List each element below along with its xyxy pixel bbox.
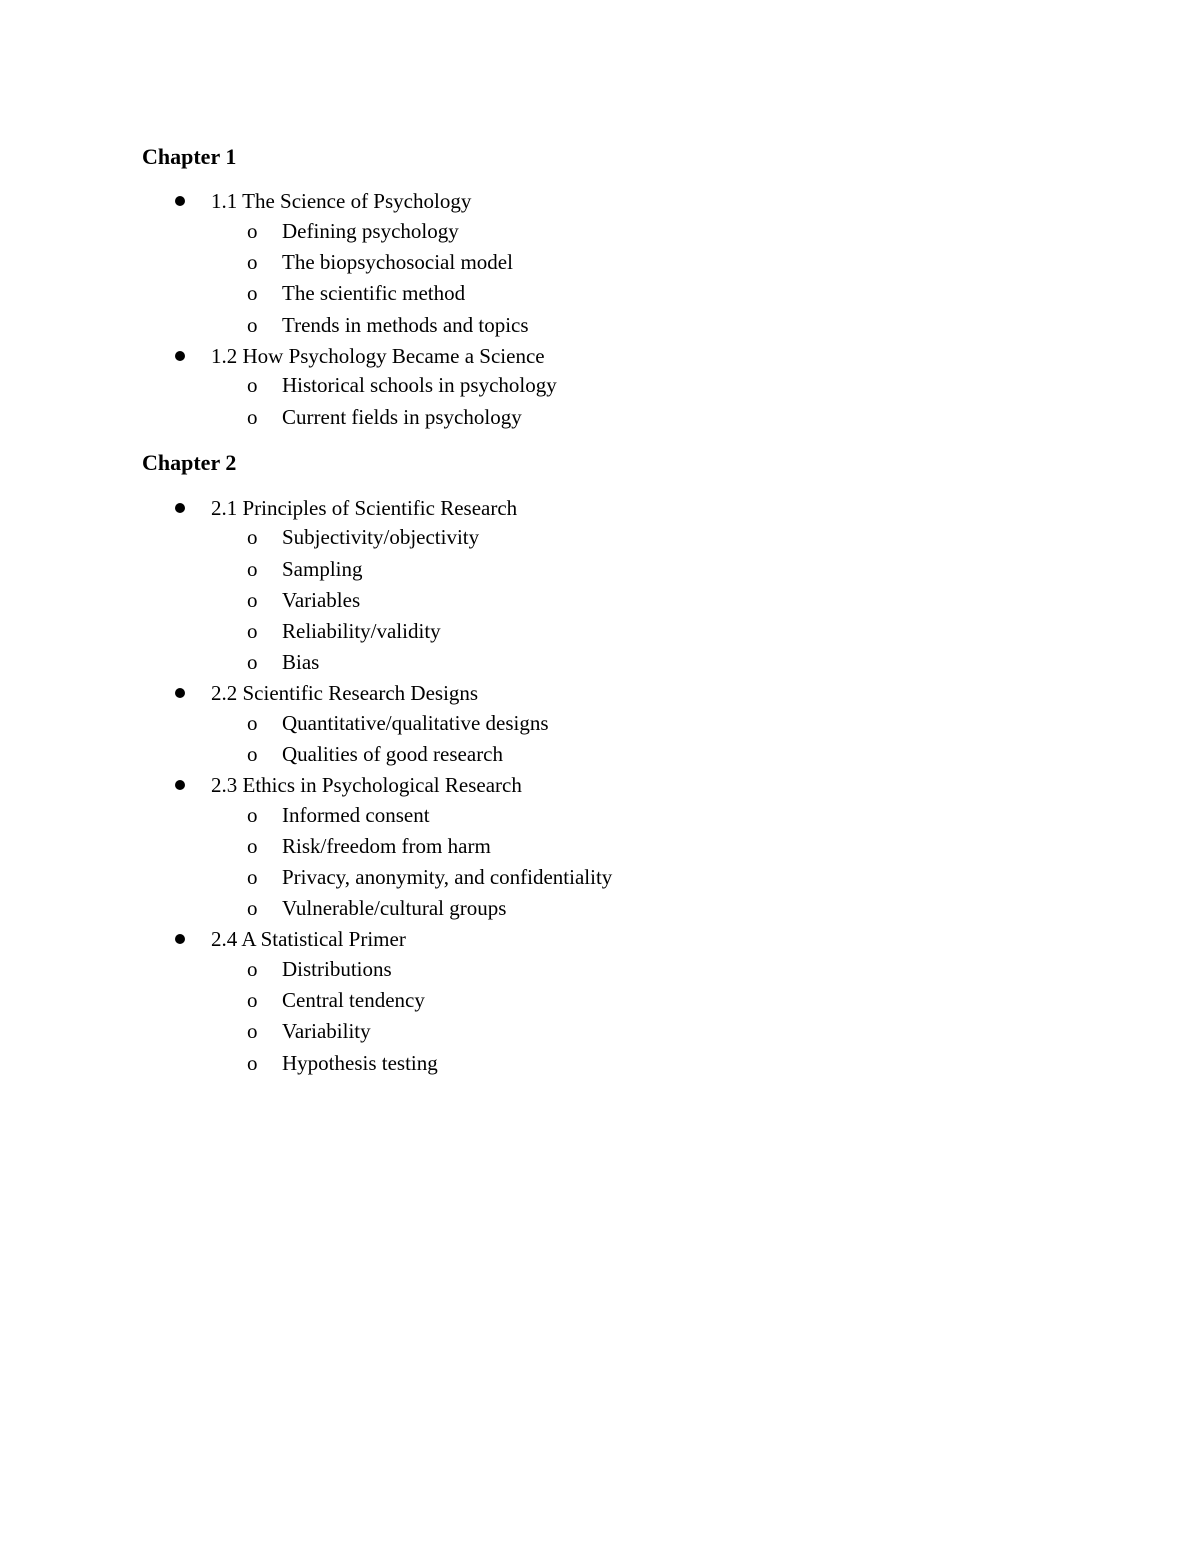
topic-bullet: o [247, 557, 258, 581]
topic-item: Central tendency [282, 988, 425, 1012]
section-label: 2.1 Principles of Scientific Research [211, 496, 518, 520]
topic-bullet: o [247, 742, 258, 766]
topic-bullet: o [247, 1051, 258, 1075]
topic-item: Privacy, anonymity, and confidentiality [282, 865, 613, 889]
topic-item: Quantitative/qualitative designs [282, 711, 549, 735]
topic-bullet: o [247, 865, 258, 889]
section-label: 1.2 How Psychology Became a Science [211, 344, 545, 368]
topic-bullet: o [247, 588, 258, 612]
topic-bullet: o [247, 711, 258, 735]
topic-item: Variability [282, 1019, 371, 1043]
section-bullet [175, 934, 185, 944]
topic-item: Qualities of good research [282, 742, 504, 766]
topic-item: Historical schools in psychology [282, 373, 557, 397]
topic-item: The biopsychosocial model [282, 250, 513, 274]
topic-bullet: o [247, 313, 258, 337]
topic-item: Trends in methods and topics [282, 313, 529, 337]
topic-bullet: o [247, 405, 258, 429]
topic-bullet: o [247, 619, 258, 643]
section-label: 2.3 Ethics in Psychological Research [211, 773, 522, 797]
topic-bullet: o [247, 281, 258, 305]
chapter-heading: Chapter 1 [142, 144, 237, 169]
topic-bullet: o [247, 219, 258, 243]
section-label: 2.2 Scientific Research Designs [211, 681, 479, 705]
topic-item: Reliability/validity [282, 619, 441, 643]
topic-bullet: o [247, 525, 258, 549]
topic-item: Risk/freedom from harm [282, 834, 491, 858]
topic-bullet: o [247, 896, 258, 920]
topic-bullet: o [247, 834, 258, 858]
chapter-heading: Chapter 2 [142, 450, 237, 475]
topic-item: Hypothesis testing [282, 1051, 438, 1075]
topic-item: Informed consent [282, 803, 430, 827]
section-label: 2.4 A Statistical Primer [211, 927, 406, 951]
topic-item: The scientific method [282, 281, 466, 305]
topic-item: Vulnerable/cultural groups [282, 896, 507, 920]
section-bullet [175, 351, 185, 361]
section-bullet [175, 196, 185, 206]
topic-bullet: o [247, 803, 258, 827]
topic-bullet: o [247, 988, 258, 1012]
topic-bullet: o [247, 373, 258, 397]
topic-item: Distributions [282, 957, 392, 981]
topic-bullet: o [247, 1019, 258, 1043]
topic-item: Sampling [282, 557, 363, 581]
topic-bullet: o [247, 957, 258, 981]
topic-bullet: o [247, 250, 258, 274]
topic-item: Current fields in psychology [282, 405, 522, 429]
topic-item: Subjectivity/objectivity [282, 525, 480, 549]
topic-item: Defining psychology [282, 219, 459, 243]
topic-item: Variables [282, 588, 361, 612]
section-bullet [175, 503, 185, 513]
topic-item: Bias [282, 650, 320, 674]
section-label: 1.1 The Science of Psychology [211, 189, 472, 213]
topic-bullet: o [247, 650, 258, 674]
section-bullet [175, 780, 185, 790]
section-bullet [175, 688, 185, 698]
